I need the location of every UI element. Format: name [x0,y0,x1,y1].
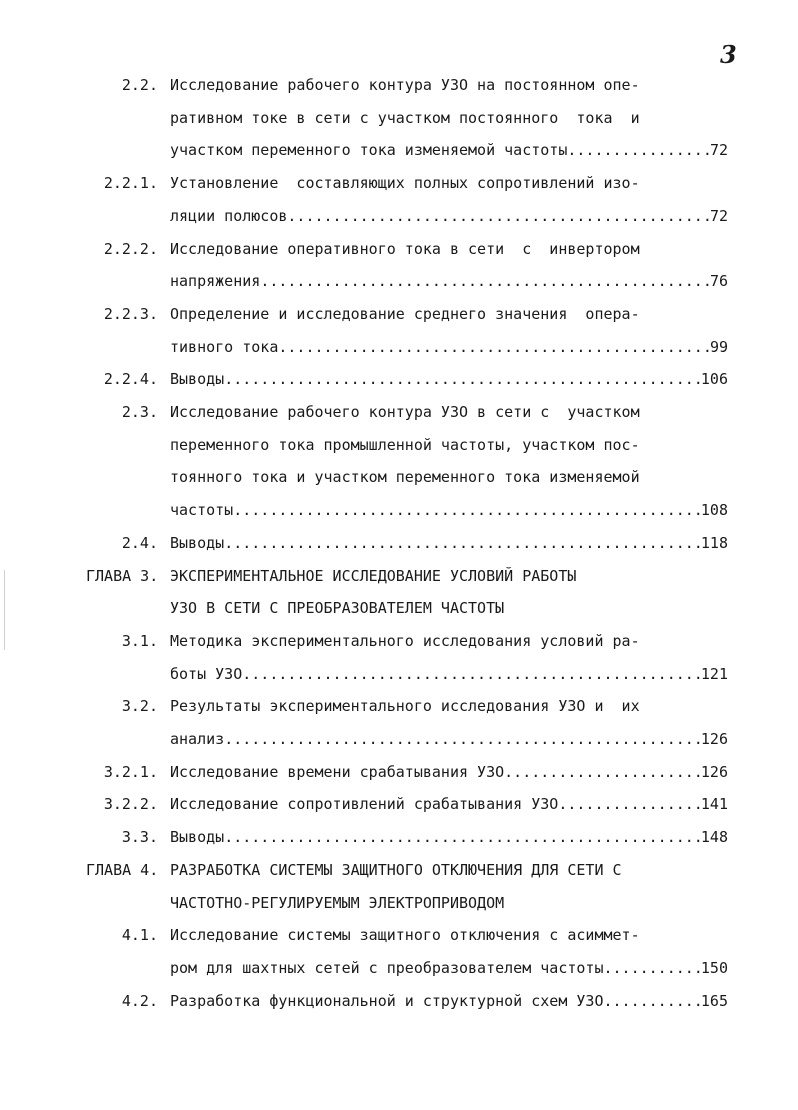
toc-entry-text: Исследование оперативного тока в сети с инвертором [170,239,640,258]
toc-entry-number: 2.4. [121,533,158,552]
toc-entry-number: 2.2.4. [103,370,158,389]
toc-entry-text: тивного тока [170,337,279,356]
leader-dots [567,140,710,160]
leader-dots [603,991,700,1011]
toc-page-number: 72 [709,206,728,225]
toc-entry-line [0,304,798,324]
toc-entry-text: боты УЗО [170,664,243,683]
toc-page-number: 121 [700,664,728,683]
toc-entry-line [0,206,798,226]
toc-entry-line [0,696,798,716]
toc-entry-line [0,958,798,978]
toc-entry-line [0,239,798,259]
toc-leader-row [170,762,728,782]
chapter-heading-line [0,860,798,880]
chapter-title: УЗО В СЕТИ С ПРЕОБРАЗОВАТЕЛЕМ ЧАСТОТЫ [170,599,505,618]
toc-entry-line [0,729,798,749]
toc-entry-line [0,435,798,455]
toc-entry-number: 2.2. [121,76,158,94]
toc-leader-row [170,991,728,1011]
toc-page-number: 141 [700,795,728,814]
toc-entry-line [0,75,798,95]
toc-entry-text: участком переменного тока изменяемой частоты [170,141,568,160]
toc-entry-number: 3.2.2. [103,795,158,814]
toc-entry-text: анализ [170,730,225,748]
toc-entry-line [0,140,798,160]
toc-entry-line [0,664,798,684]
toc-entry-text: ляции полюсов [170,206,288,225]
toc-leader-row [170,140,728,160]
chapter-heading-line [0,598,798,618]
toc-entry-text: Результаты экспериментального исследования УЗО и их [170,697,640,716]
leader-dots [603,958,700,978]
chapter-label: ГЛАВА 3. [86,566,159,585]
toc-leader-row [170,337,728,357]
leader-dots [504,762,701,782]
toc-entry-text: Установление составляющих полных сопротивлений изо- [170,174,640,193]
chapter-title: ЭКСПЕРИМЕНТАЛЬНОЕ ИССЛЕДОВАНИЕ УСЛОВИЙ РАБОТЫ [170,566,577,585]
toc-page-number: 106 [700,370,728,389]
toc-entry-line [0,631,798,651]
page-number: 3 [720,40,737,69]
toc-entry-text: Выводы [170,370,225,389]
toc-entry-text: Исследование рабочего контура УЗО на постоянном опе- [170,76,640,94]
leader-dots [242,664,701,684]
chapter-heading-line [0,566,798,586]
toc-entry-text: Выводы [170,828,225,847]
toc-entry-line [0,827,798,847]
toc-leader-row [170,206,728,226]
toc-entry-text: частоты [170,501,234,520]
toc-page-number: 150 [700,958,728,977]
toc-entry-line [0,369,798,389]
toc-entry-number: 3.2. [121,697,158,716]
toc-entry-text: Исследование сопротивлений срабатывания УЗО [170,795,559,814]
toc-entry-text: Исследование времени срабатывания УЗО [170,762,505,781]
toc-leader-row [170,369,728,389]
toc-leader-row [170,664,728,684]
leader-dots [558,794,701,814]
toc-entry-text: напряжения [170,272,261,291]
leader-dots [233,500,701,520]
toc-entry-line [0,794,798,814]
toc-page-number: 165 [700,991,728,1010]
toc-entry-text: Выводы [170,533,225,552]
toc-leader-row [170,958,728,978]
toc-entry-number: 3.1. [121,631,158,650]
toc-leader-row [170,533,728,553]
leader-dots [260,271,710,291]
toc-entry-line [0,108,798,128]
toc-leader-row [170,729,728,749]
toc-entry-line [0,500,798,520]
toc-entry-text: тоянного тока и участком переменного тока изменяемой [170,468,640,487]
toc-entry-line [0,173,798,193]
toc-entry-number: 4.2. [121,991,158,1010]
chapter-title: РАЗРАБОТКА СИСТЕМЫ ЗАЩИТНОГО ОТКЛЮЧЕНИЯ ДЛЯ СЕТИ С [170,860,622,879]
chapter-title: ЧАСТОТНО-РЕГУЛИРУЕМЫМ ЭЛЕКТРОПРИВОДОМ [170,893,505,912]
leader-dots [224,729,701,749]
toc-entry-number: 2.2.3. [103,304,158,323]
toc-page-number: 99 [709,337,728,356]
toc-leader-row [170,794,728,814]
leader-dots [287,206,710,226]
toc-page-number: 148 [700,828,728,847]
leader-dots [224,369,701,389]
toc-entry-number: 2.2.2. [103,239,158,258]
chapter-heading-line [0,893,798,913]
chapter-label: ГЛАВА 4. [86,860,159,879]
toc-page-number: 126 [700,730,728,748]
toc-entry-text: переменного тока промышленной частоты, участком пос- [170,435,640,454]
toc-leader-row [170,500,728,520]
toc-entry-number: 4.1. [121,926,158,945]
toc-page-number: 72 [709,141,728,160]
toc-entry-line [0,337,798,357]
toc-entry-line [0,762,798,782]
leader-dots [224,827,701,847]
toc-entry-text: ром для шахтных сетей с преобразователем частоты [170,958,604,977]
toc-leader-row [170,271,728,291]
toc-entry-number: 2.2.1. [103,174,158,193]
toc-page-number: 126 [700,762,728,781]
toc-entry-line [0,925,798,945]
toc-entry-number: 2.3. [121,403,158,421]
toc-entry-line [0,991,798,1011]
toc-entry-text: Исследование системы защитного отключения с асиммет- [170,926,640,945]
leader-dots [224,533,701,553]
toc-entry-text: Определение и исследование среднего значения опера- [170,304,640,323]
leader-dots [278,337,710,357]
toc-entry-text: Исследование рабочего контура УЗО в сети с участком [170,403,640,421]
toc-page-number: 118 [700,533,728,552]
toc-entry-text: Разработка функциональной и структурной схем УЗО [170,991,604,1010]
toc-entry-line [0,271,798,291]
toc-page-number: 76 [709,272,728,291]
toc-page-number: 108 [700,501,728,520]
toc-entry-line [0,402,798,422]
toc-entry-text: ративном токе в сети с участком постоянного тока и [170,108,640,127]
toc-entry-line [0,533,798,553]
toc-leader-row [170,827,728,847]
toc-entry-number: 3.3. [121,828,158,847]
toc-entry-line [0,467,798,487]
toc-entry-number: 3.2.1. [103,762,158,781]
toc-entry-text: Методика экспериментального исследования условий ра- [170,631,640,650]
